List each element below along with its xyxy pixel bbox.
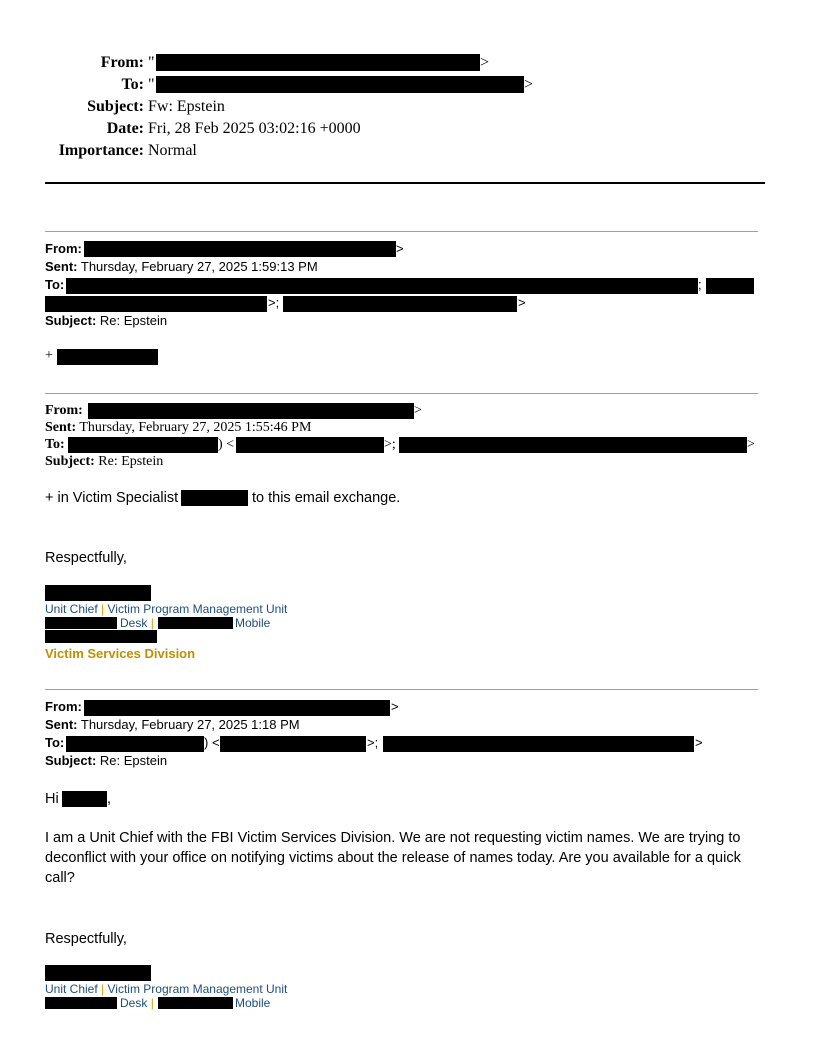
message-divider [45,689,758,690]
redaction-box [181,490,248,506]
sig-division: Victim Services Division [45,646,196,661]
msg3-from-label: From: [45,699,82,714]
paren-lt: ) < [204,735,220,750]
msg2-body-end: to this email exchange. [252,490,401,506]
redaction-box [45,997,117,1009]
msg2-closing: Respectfully, [45,550,127,566]
redaction-box [66,278,698,294]
sig-title-b: Victim Program Management Unit [107,602,288,616]
msg2-body-start: + in Victim Specialist [45,490,179,506]
msg2-sent-label: Sent: [45,420,77,435]
msg3-closing: Respectfully, [45,931,127,947]
from-prefix: " [148,54,155,71]
msg2-sent-value: Thursday, February 27, 2025 1:55:46 PM [79,420,312,435]
to-prefix: " [148,76,155,93]
msg3-to-line [45,735,64,750]
redaction-box [156,76,524,93]
msg1-sent-line [45,259,318,274]
redaction-box [283,296,517,312]
sig-desk: Desk [120,616,148,630]
redaction-box [45,585,151,601]
gt: > [747,437,755,452]
from-suffix: > [480,54,490,71]
msg1-to-label: To: [45,277,65,292]
paren-lt: ) < [218,437,235,452]
redaction-box [45,630,157,643]
redaction-box [399,437,747,453]
msg1-sent-value: Thursday, February 27, 2025 1:59:13 PM [80,259,318,274]
message-divider [45,231,758,232]
msg1-sent-label: Sent: [45,259,78,274]
sig-title-b: Victim Program Management Unit [107,982,288,996]
redaction-box [706,278,754,294]
redaction-box [383,736,694,752]
msg2-from-label: From: [45,403,83,418]
msg3-subject-label: Subject: [45,753,97,768]
msg3-body: I am a Unit Chief with the FBI Victim Services Division. We are not requesting victim names. We are trying to deconflict with your office on notifying victims about the release of names today. Are you available for a quick call? [45,830,741,886]
redaction-box [45,296,267,312]
redaction-box [88,403,414,419]
gt: > [695,735,703,750]
sig-desk: Desk [120,996,148,1010]
msg2-from-line [45,403,83,419]
to-suffix: > [524,76,534,93]
redaction-box [45,965,151,981]
msg2-subject-label: Subject: [45,454,95,469]
from-label: From: [100,54,144,71]
msg1-from-label: From: [45,241,82,256]
redaction-box [45,617,117,629]
msg1-to-line [45,277,64,292]
msg3-greeting-comma: , [107,791,112,807]
gt: > [391,699,399,714]
msg1-from-line [45,241,82,256]
gt: > [396,241,404,256]
importance-label: Importance: [58,142,144,159]
sig-mobile: Mobile [235,616,271,630]
msg3-from-line [45,699,82,714]
header-divider [45,182,765,184]
msg3-subject-line [45,753,167,768]
gt: > [414,403,422,418]
sig-pipe: | [101,602,105,616]
redaction-box [158,617,233,629]
msg2-sig-title [45,602,287,616]
msg3-greeting: Hi [45,791,59,807]
msg1-subject-label: Subject: [45,313,97,328]
msg3-sig-phones [120,996,154,1010]
subject-label: Subject: [87,98,144,115]
gt-semi: >; [384,437,396,452]
gt-semi: >; [367,735,379,750]
redaction-box [220,736,366,752]
sig-mobile: Mobile [235,996,271,1010]
date-label: Date: [106,120,144,137]
msg2-to-label: To: [45,437,65,452]
sig-pipe: | [150,616,154,630]
subject-value: Fw: Epstein [148,98,225,115]
to-label: To: [121,76,144,93]
gt-semi: >; [268,295,280,310]
msg3-sent-label: Sent: [45,717,78,732]
msg2-sig-phones [120,616,154,630]
msg2-subject-line [45,454,163,470]
redaction-box [84,700,390,716]
msg2-subject-value: Re: Epstein [98,454,164,469]
gt: > [518,295,526,310]
msg1-body-plus: + [45,348,53,363]
semicolon: ; [698,277,702,292]
msg2-to-line [45,437,65,453]
msg2-sent-line [45,420,311,436]
sig-title-a: Unit Chief [45,602,98,616]
msg3-sig-title [45,982,287,996]
msg1-subject-value: Re: Epstein [99,313,168,328]
importance-value: Normal [148,142,197,159]
sig-pipe: | [150,996,154,1010]
msg3-sent-value: Thursday, February 27, 2025 1:18 PM [80,717,300,732]
sig-pipe: | [101,982,105,996]
sig-title-a: Unit Chief [45,982,98,996]
redaction-box [236,437,384,453]
msg1-subject-line [45,313,167,328]
redaction-box [84,241,396,257]
redaction-box [62,791,107,807]
date-value: Fri, 28 Feb 2025 03:02:16 +0000 [148,120,361,137]
redaction-box [158,997,233,1009]
redaction-box [66,736,204,752]
redaction-box [57,349,158,365]
msg3-sent-line [45,717,300,732]
redaction-box [68,437,218,453]
message-divider [45,393,758,394]
msg3-to-label: To: [45,735,65,750]
redaction-box [156,54,480,71]
msg3-subject-value: Re: Epstein [99,753,168,768]
